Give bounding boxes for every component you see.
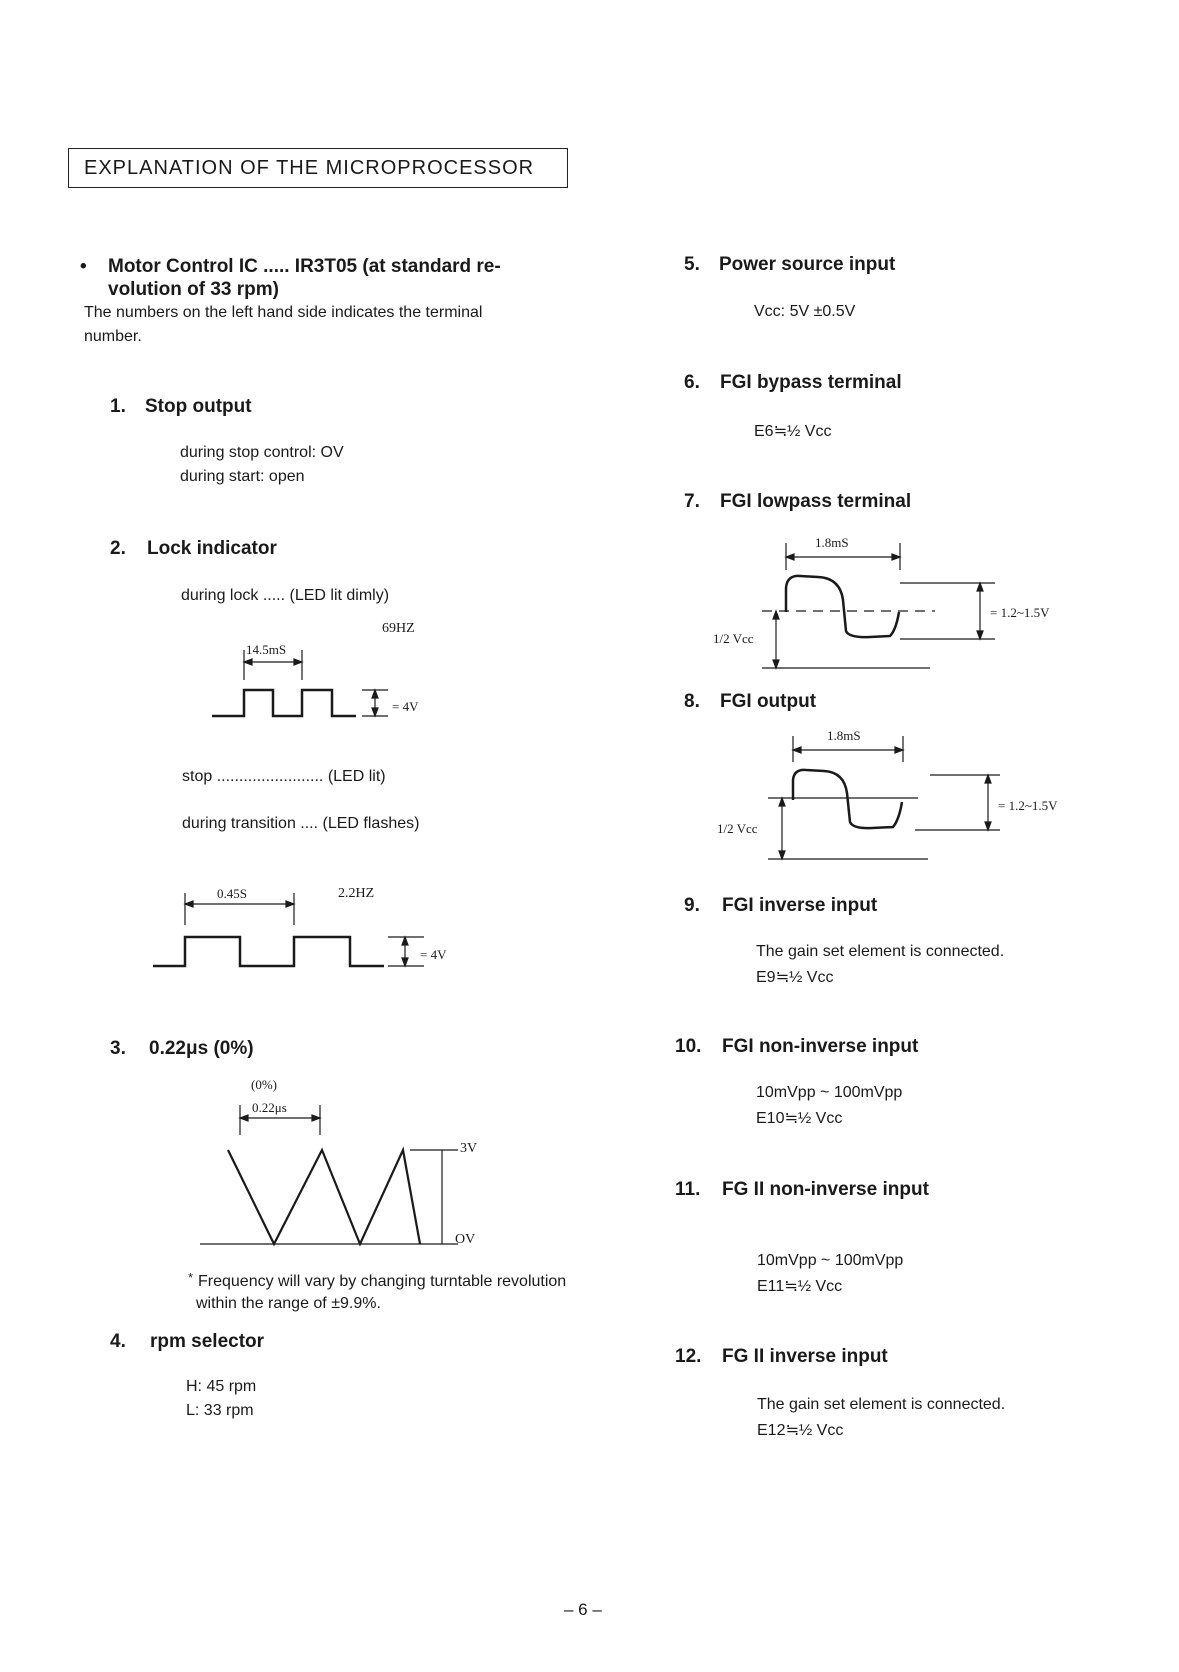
fgi-lowpass-ref-label: 1/2 Vcc bbox=[713, 631, 754, 646]
item-1-line-1: during stop control: OV bbox=[180, 444, 344, 461]
item-12-title: FG II inverse input bbox=[722, 1346, 888, 1367]
item-11-title: FG II non-inverse input bbox=[722, 1179, 929, 1200]
item-5-number: 5. bbox=[684, 254, 700, 275]
triangle-top-label: 3V bbox=[460, 1141, 478, 1156]
item-3-title: 0.22μs (0%) bbox=[149, 1038, 254, 1059]
item-10-title: FGI non-inverse input bbox=[722, 1036, 919, 1057]
item-1-line-2: during start: open bbox=[180, 468, 305, 485]
item-1-title: Stop output bbox=[145, 396, 252, 417]
item-4-title: rpm selector bbox=[150, 1331, 265, 1352]
footnote-line1: Frequency will vary by changing turntable revolution bbox=[198, 1273, 567, 1290]
item-9-title: FGI inverse input bbox=[722, 895, 878, 916]
item-5-title: Power source input bbox=[719, 254, 896, 275]
item-7-title: FGI lowpass terminal bbox=[720, 491, 912, 512]
intro-text-line2: number. bbox=[84, 328, 142, 345]
item-11-line-1: 10mVpp ~ 100mVpp bbox=[757, 1252, 904, 1269]
item-9-line-1: The gain set element is connected. bbox=[756, 943, 1005, 960]
fgi-output-amp-label: = 1.2~1.5V bbox=[998, 798, 1058, 813]
item-5-line-1: Vcc: 5V ±0.5V bbox=[754, 303, 856, 320]
item-3-number: 3. bbox=[110, 1038, 126, 1059]
item-6-line-1: E6≒½ Vcc bbox=[754, 423, 832, 440]
fgi-output-period-arrow-left bbox=[793, 747, 801, 753]
item-6-title: FGI bypass terminal bbox=[720, 372, 902, 393]
lock-amp-label: = 4V bbox=[392, 699, 419, 714]
intro-heading-line1: Motor Control IC ..... IR3T05 (at standard re- bbox=[108, 256, 501, 277]
fgi-output-period-arrow-right bbox=[895, 747, 903, 753]
fgi-output-ref-arrow-down bbox=[779, 851, 785, 859]
item-6-number: 6. bbox=[684, 372, 700, 393]
item-2-line-3: during transition .... (LED flashes) bbox=[182, 815, 420, 832]
transition-amp-label: = 4V bbox=[420, 947, 447, 962]
item-10-number: 10. bbox=[675, 1036, 702, 1057]
triangle-bottom-label: OV bbox=[455, 1232, 476, 1247]
intro-text-line1: The numbers on the left hand side indicates the terminal bbox=[84, 304, 483, 321]
item-11-number: 11. bbox=[675, 1179, 701, 1200]
item-4-line-2: L: 33 rpm bbox=[186, 1402, 254, 1419]
item-10-line-1: 10mVpp ~ 100mVpp bbox=[756, 1084, 903, 1101]
item-8-title: FGI output bbox=[720, 691, 817, 712]
page-number: – 6 – bbox=[564, 1600, 602, 1619]
section-title: EXPLANATION OF THE MICROPROCESSOR bbox=[68, 148, 568, 188]
fgi-output-wave bbox=[793, 770, 902, 828]
item-10-line-2: E10≒½ Vcc bbox=[756, 1110, 843, 1127]
item-2-line-1: during lock ..... (LED lit dimly) bbox=[181, 587, 390, 604]
item-12-number: 12. bbox=[675, 1346, 702, 1367]
item-4-line-1: H: 45 rpm bbox=[186, 1378, 257, 1395]
fgi-output-amp-arrow-up bbox=[985, 775, 991, 783]
item-7-number: 7. bbox=[684, 491, 700, 512]
lock-period-label: 14.5mS bbox=[246, 642, 287, 657]
fgi-output-amp-arrow-down bbox=[985, 822, 991, 830]
item-2-number: 2. bbox=[110, 538, 126, 559]
item-4-number: 4. bbox=[110, 1331, 126, 1352]
triangle-period-label: 0.22μs bbox=[252, 1100, 287, 1115]
fgi-lowpass-period-label: 1.8mS bbox=[815, 535, 849, 550]
item-11-line-2: E11≒½ Vcc bbox=[757, 1278, 843, 1295]
fgi-output-period-label: 1.8mS bbox=[827, 728, 861, 743]
item-1-number: 1. bbox=[110, 396, 126, 417]
item-12-line-2: E12≒½ Vcc bbox=[757, 1422, 844, 1439]
triangle-pct-label: (0%) bbox=[251, 1077, 277, 1092]
lock-freq-label: 69HZ bbox=[382, 621, 415, 636]
intro-heading-line2: volution of 33 rpm) bbox=[108, 279, 279, 300]
footnote-line2: within the range of ±9.9%. bbox=[196, 1295, 381, 1312]
intro-bullet: • bbox=[80, 256, 87, 277]
fgi-output-ref-label: 1/2 Vcc bbox=[717, 821, 758, 836]
item-9-line-2: E9≒½ Vcc bbox=[756, 969, 834, 986]
fgi-output-ref-arrow-up bbox=[779, 798, 785, 806]
transition-period-label: 0.45S bbox=[217, 886, 247, 901]
item-12-line-1: The gain set element is connected. bbox=[757, 1396, 1006, 1413]
footnote-star: * bbox=[188, 1270, 194, 1285]
fgi-lowpass-amp-label: = 1.2~1.5V bbox=[990, 605, 1050, 620]
item-9-number: 9. bbox=[684, 895, 700, 916]
item-8-number: 8. bbox=[684, 691, 700, 712]
transition-freq-label: 2.2HZ bbox=[338, 886, 375, 901]
item-2-line-2: stop ........................ (LED lit) bbox=[182, 768, 386, 785]
item-2-title: Lock indicator bbox=[147, 538, 277, 559]
